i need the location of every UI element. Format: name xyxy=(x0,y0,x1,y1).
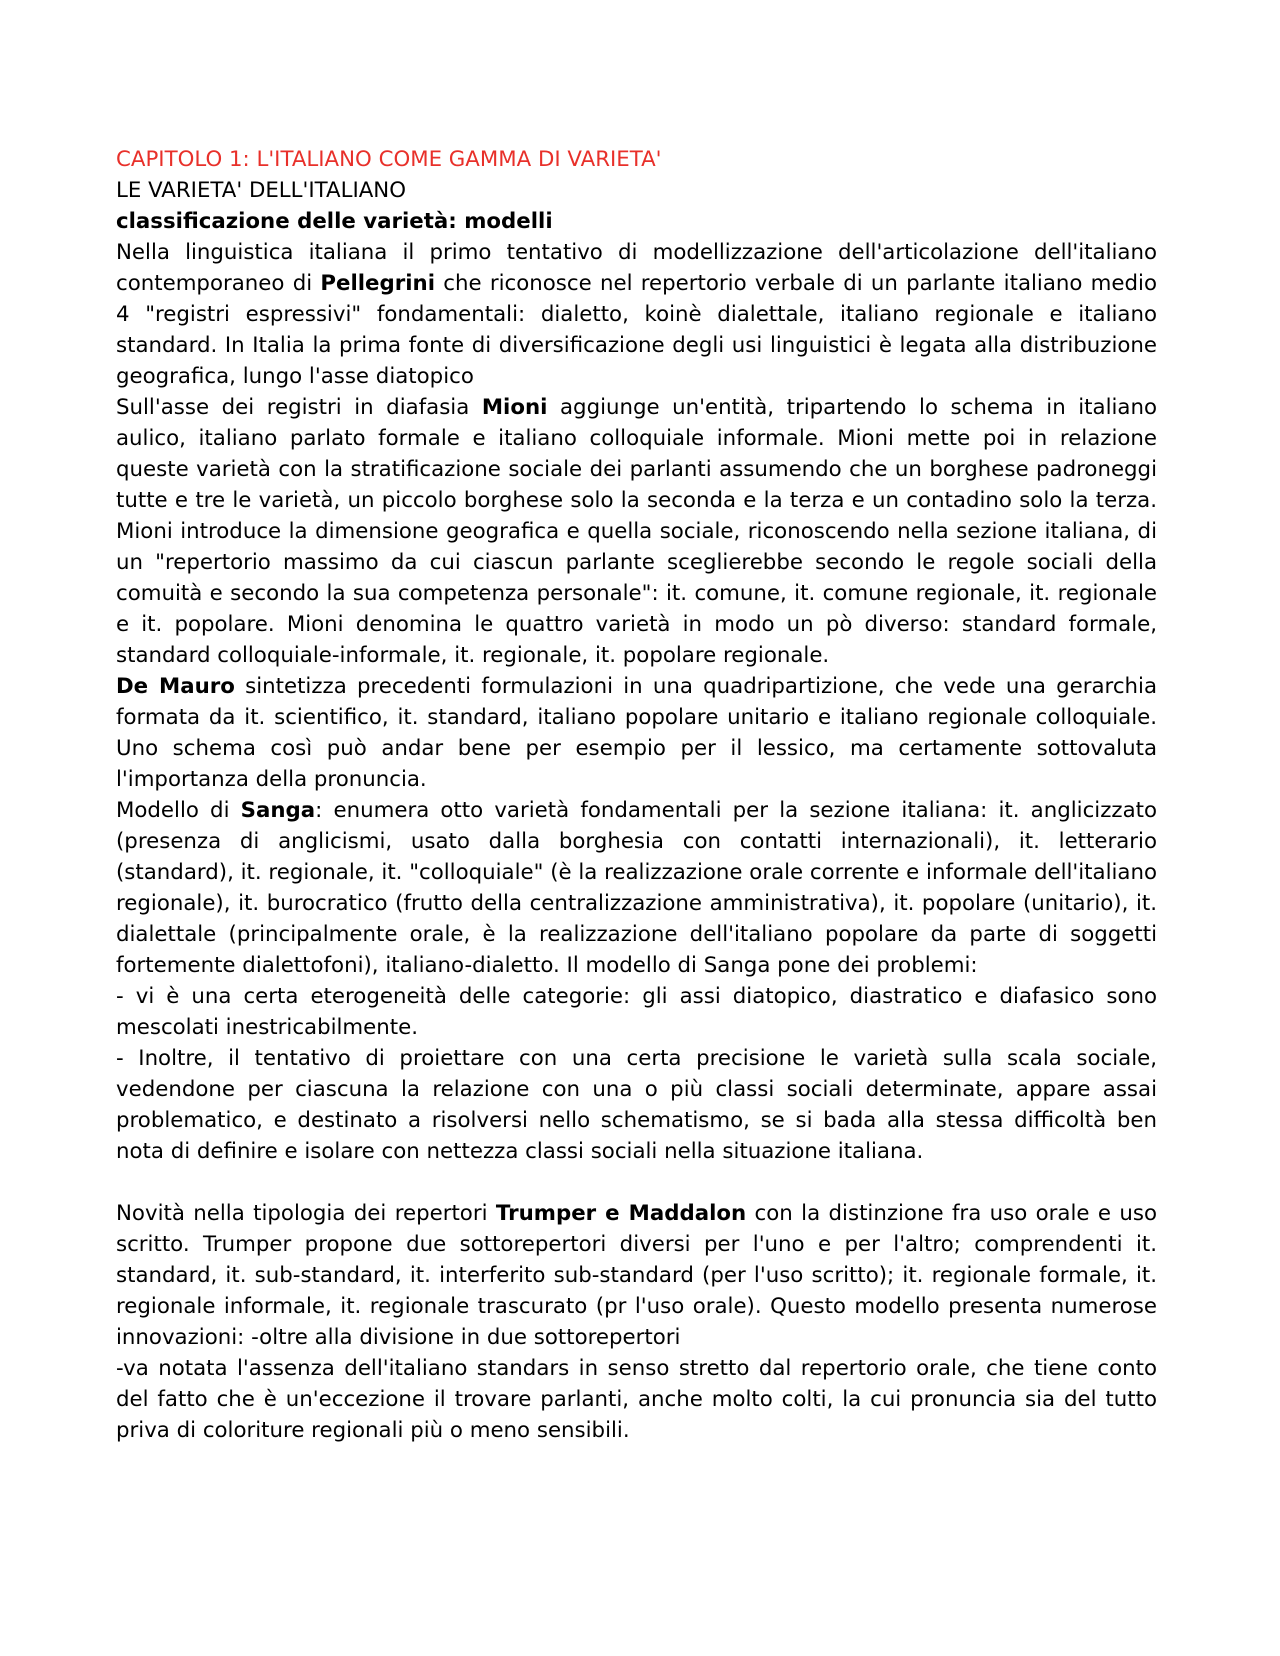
paragraph-mioni xyxy=(116,392,1157,671)
paragraph-standard-absence: -va notata l'assenza dell'italiano standars in senso stretto dal repertorio orale, che tiene conto del fatto che è un'eccezione il trovare parlanti, anche molto colti, la cui pronuncia sia del tutto priva di coloriture regionali più o meno sensibili. xyxy=(116,1356,1157,1443)
paragraph-text: Sull'asse dei registri in diafasia xyxy=(116,395,482,420)
paragraph-text: con la distinzione fra uso orale e uso scritto. Trumper propone due sottorepertori diversi per l'uno e per l'altro; comprendenti it. standard, it. sub-standard, it. interferito sub-standard (per l'uso scritto); it. regionale formale, it. regionale informale, it. regionale trascurato (pr l'uso orale). Questo modello presenta numerose innovazioni: -oltre alla divisione in due sottorepertori xyxy=(116,1201,1157,1350)
section-title: LE VARIETA' DELL'ITALIANO xyxy=(116,178,407,203)
paragraph-de-mauro xyxy=(116,671,1157,795)
paragraph-pellegrini xyxy=(116,237,1157,392)
paragraph-text: sintetizza precedenti formulazioni in una quadripartizione, che vede una gerarchia formata da it. scientifico, it. standard, italiano popolare unitario e italiano regionale colloquiale. Uno schema così può andar bene per esempio per il lessico, ma certamente sottovaluta l'importanza della pronuncia. xyxy=(116,674,1158,792)
paragraph-sanga-problem-1: - vi è una certa eterogeneità delle categorie: gli assi diatopico, diastratico e diafasico sono mescolati inestricabilmente. xyxy=(116,984,1157,1040)
paragraph-text: : enumera otto varietà fondamentali per la sezione italiana: it. anglicizzato (presenza di anglicismi, usato dalla borghesia con contatti internazionali), it. letterario (standard), it. regionale, it. "colloquiale" (è la realizzazione orale corrente e informale dell'italiano regionale), it. burocratico (frutto della centralizzazione amministrativa), it. popolare (unitario), it. dialettale (principalmente orale, è la realizzazione dell'italiano popolare da parte di soggetti fortemente dialettofoni), italiano-dialetto. Il modello di Sanga pone dei problemi: xyxy=(116,798,1157,978)
paragraph-trumper-maddalon xyxy=(116,1198,1157,1353)
document-page xyxy=(116,144,1157,1446)
paragraph-sanga xyxy=(116,795,1157,981)
paragraph-text: Novità nella tipologia dei repertori xyxy=(116,1201,496,1226)
author-name-sanga: Sanga xyxy=(240,798,316,823)
author-name-mioni: Mioni xyxy=(481,395,548,420)
paragraph-text: Nella linguistica italiana il primo tentativo di modellizzazione dell'articolazione dell'italiano contemporaneo di xyxy=(116,240,1157,296)
chapter-title: CAPITOLO 1: L'ITALIANO COME GAMMA DI VARIETA' xyxy=(116,147,662,172)
subsection-title: classificazione delle varietà: modelli xyxy=(116,209,553,234)
paragraph-text: aggiunge un'entità, tripartendo lo schema in italiano aulico, italiano parlato formale e italiano colloquiale informale. Mioni mette poi in relazione queste varietà con la stratificazione sociale dei parlanti assumendo che un borghese padroneggi tutte e tre le varietà, un piccolo borghese solo la seconda e la terza e un contadino solo la terza. Mioni introduce la dimensione geografica e quella sociale, riconoscendo nella sezione italiana, di un "repertorio massimo da cui ciascun parlante sceglierebbe secondo le regole sociali della comuità e secondo la sua competenza personale": it. comune, it. comune regionale, it. regionale e it. popolare. Mioni denomina le quattro varietà in modo un pò diverso: standard formale, standard colloquiale-informale, it. regionale, it. popolare regionale. xyxy=(116,395,1157,668)
author-name-trumper-maddalon: Trumper e Maddalon xyxy=(495,1201,747,1226)
paragraph-text: che riconosce nel repertorio verbale di un parlante italiano medio 4 "registri espressivi" fondamentali: dialetto, koinè dialettale, italiano regionale e italiano standard. In Italia la prima fonte di diversificazione degli usi linguistici è legata alla distribuzione geografica, lungo l'asse diatopico xyxy=(116,271,1157,389)
paragraph-text: Modello di xyxy=(116,798,241,823)
author-name-pellegrini: Pellegrini xyxy=(320,271,436,296)
blank-line xyxy=(116,1167,1157,1198)
author-name-de-mauro: De Mauro xyxy=(116,674,235,699)
paragraph-sanga-problem-2: - Inoltre, il tentativo di proiettare con una certa precisione le varietà sulla scala sociale, vedendone per ciascuna la relazione con una o più classi sociali determinate, appare assai problematico, e destinato a risolversi nello schematismo, se si bada alla stessa difficoltà ben nota di definire e isolare con nettezza classi sociali nella situazione italiana. xyxy=(116,1046,1157,1164)
